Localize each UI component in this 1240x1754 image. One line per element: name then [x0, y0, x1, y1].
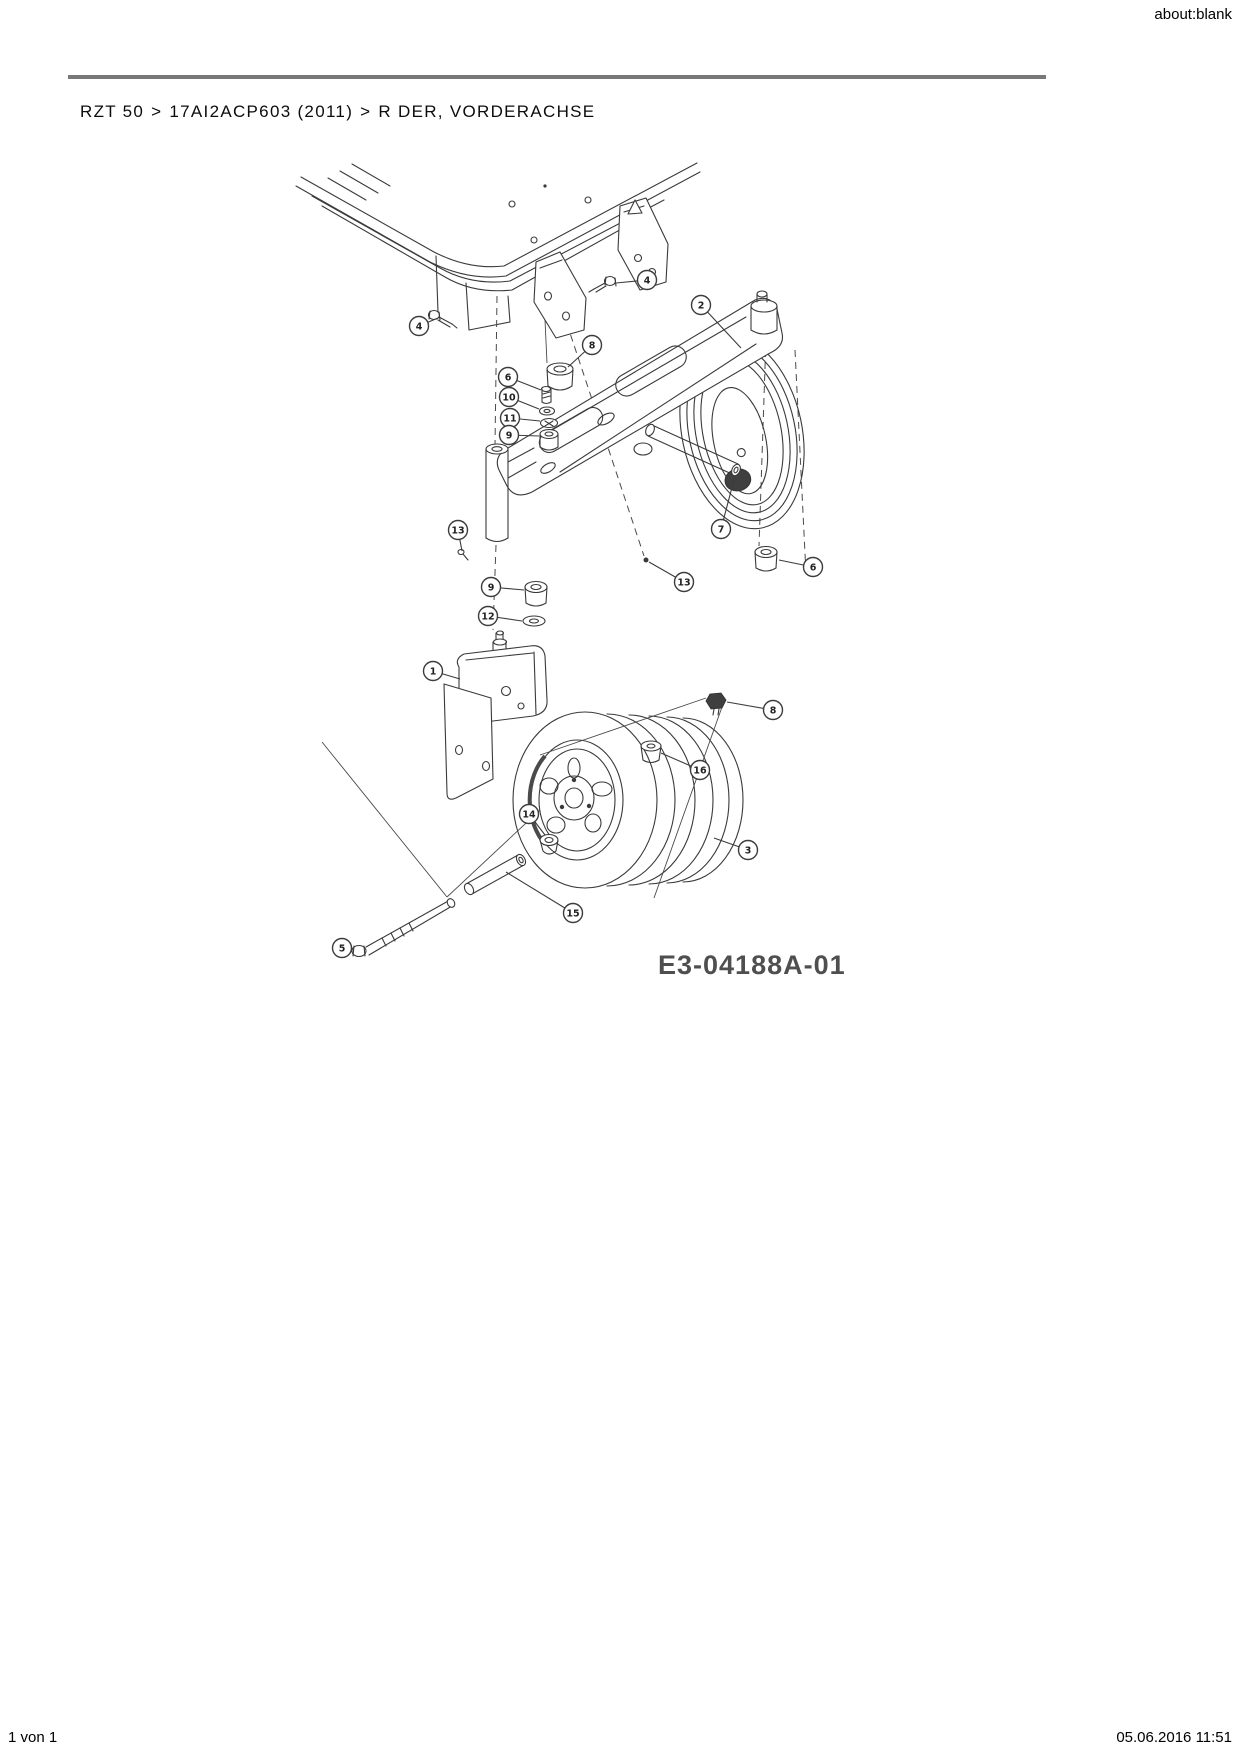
- callout-8: [727, 701, 783, 720]
- callout-5: [333, 939, 354, 958]
- svg-text:12: 12: [481, 611, 495, 623]
- svg-text:6: 6: [504, 372, 512, 384]
- bushing-right: [755, 547, 777, 572]
- svg-text:4: 4: [415, 321, 423, 333]
- svg-text:15: 15: [566, 908, 580, 920]
- breadcrumb-separator: >: [360, 102, 372, 121]
- svg-text:1: 1: [429, 666, 437, 678]
- svg-text:10: 10: [502, 392, 516, 404]
- print-footer-pagecount: 1 von 1: [8, 1729, 58, 1746]
- callout-11: [501, 409, 541, 428]
- svg-text:9: 9: [487, 582, 495, 594]
- washer-12: [523, 616, 545, 626]
- breadcrumb-item-type: 17AI2ACP603 (2011): [169, 102, 354, 121]
- front-wheel: [513, 712, 743, 888]
- washer-11: [541, 419, 558, 428]
- callout-9: [482, 578, 525, 597]
- callout-1: [424, 662, 461, 681]
- callout-8: [568, 336, 602, 368]
- svg-text:13: 13: [451, 525, 465, 537]
- mounting-bracket-center: [534, 252, 586, 338]
- svg-text:13: 13: [677, 577, 691, 589]
- svg-text:4: 4: [643, 275, 651, 287]
- callout-13: [449, 521, 468, 552]
- breadcrumb-item-model: RZT 50: [80, 102, 145, 121]
- svg-text:9: 9: [505, 430, 513, 442]
- svg-text:2: 2: [697, 300, 705, 312]
- breadcrumb-separator: >: [151, 102, 163, 121]
- svg-text:11: 11: [503, 413, 517, 425]
- screw-front-left: [429, 311, 458, 329]
- axle-shaft: [644, 423, 742, 477]
- callout-6: [499, 368, 542, 391]
- grease-fitting: [458, 550, 468, 561]
- print-footer-datetime: 05.06.2016 11:51: [1116, 1729, 1232, 1746]
- bushing-lower-9: [525, 582, 547, 607]
- bushing-top: [547, 363, 573, 390]
- screw-front-right: [589, 277, 616, 293]
- breadcrumb-item-section: R DER, VORDERACHSE: [378, 102, 596, 121]
- axle-bolt: [322, 742, 540, 957]
- wheel-spacer: [463, 853, 528, 896]
- svg-text:3: 3: [744, 845, 752, 857]
- svg-text:8: 8: [769, 705, 777, 717]
- svg-text:6: 6: [809, 562, 817, 574]
- svg-text:16: 16: [693, 765, 707, 777]
- callout-12: [479, 607, 523, 626]
- callout-6: [779, 558, 823, 577]
- callout-16: [661, 753, 710, 780]
- callout-10: [500, 388, 540, 410]
- print-header-url: about:blank: [1154, 6, 1232, 23]
- svg-text:14: 14: [522, 809, 536, 821]
- svg-text:8: 8: [588, 340, 596, 352]
- svg-text:7: 7: [717, 524, 725, 536]
- front-axle-beam: [497, 291, 782, 495]
- drawing-number-label: E3-04188A-01: [658, 950, 846, 980]
- pivot-bolt: [542, 387, 552, 404]
- washer-10: [540, 407, 555, 415]
- callout-13: [649, 562, 694, 592]
- svg-text:5: 5: [338, 943, 346, 955]
- callout-4: [410, 317, 439, 336]
